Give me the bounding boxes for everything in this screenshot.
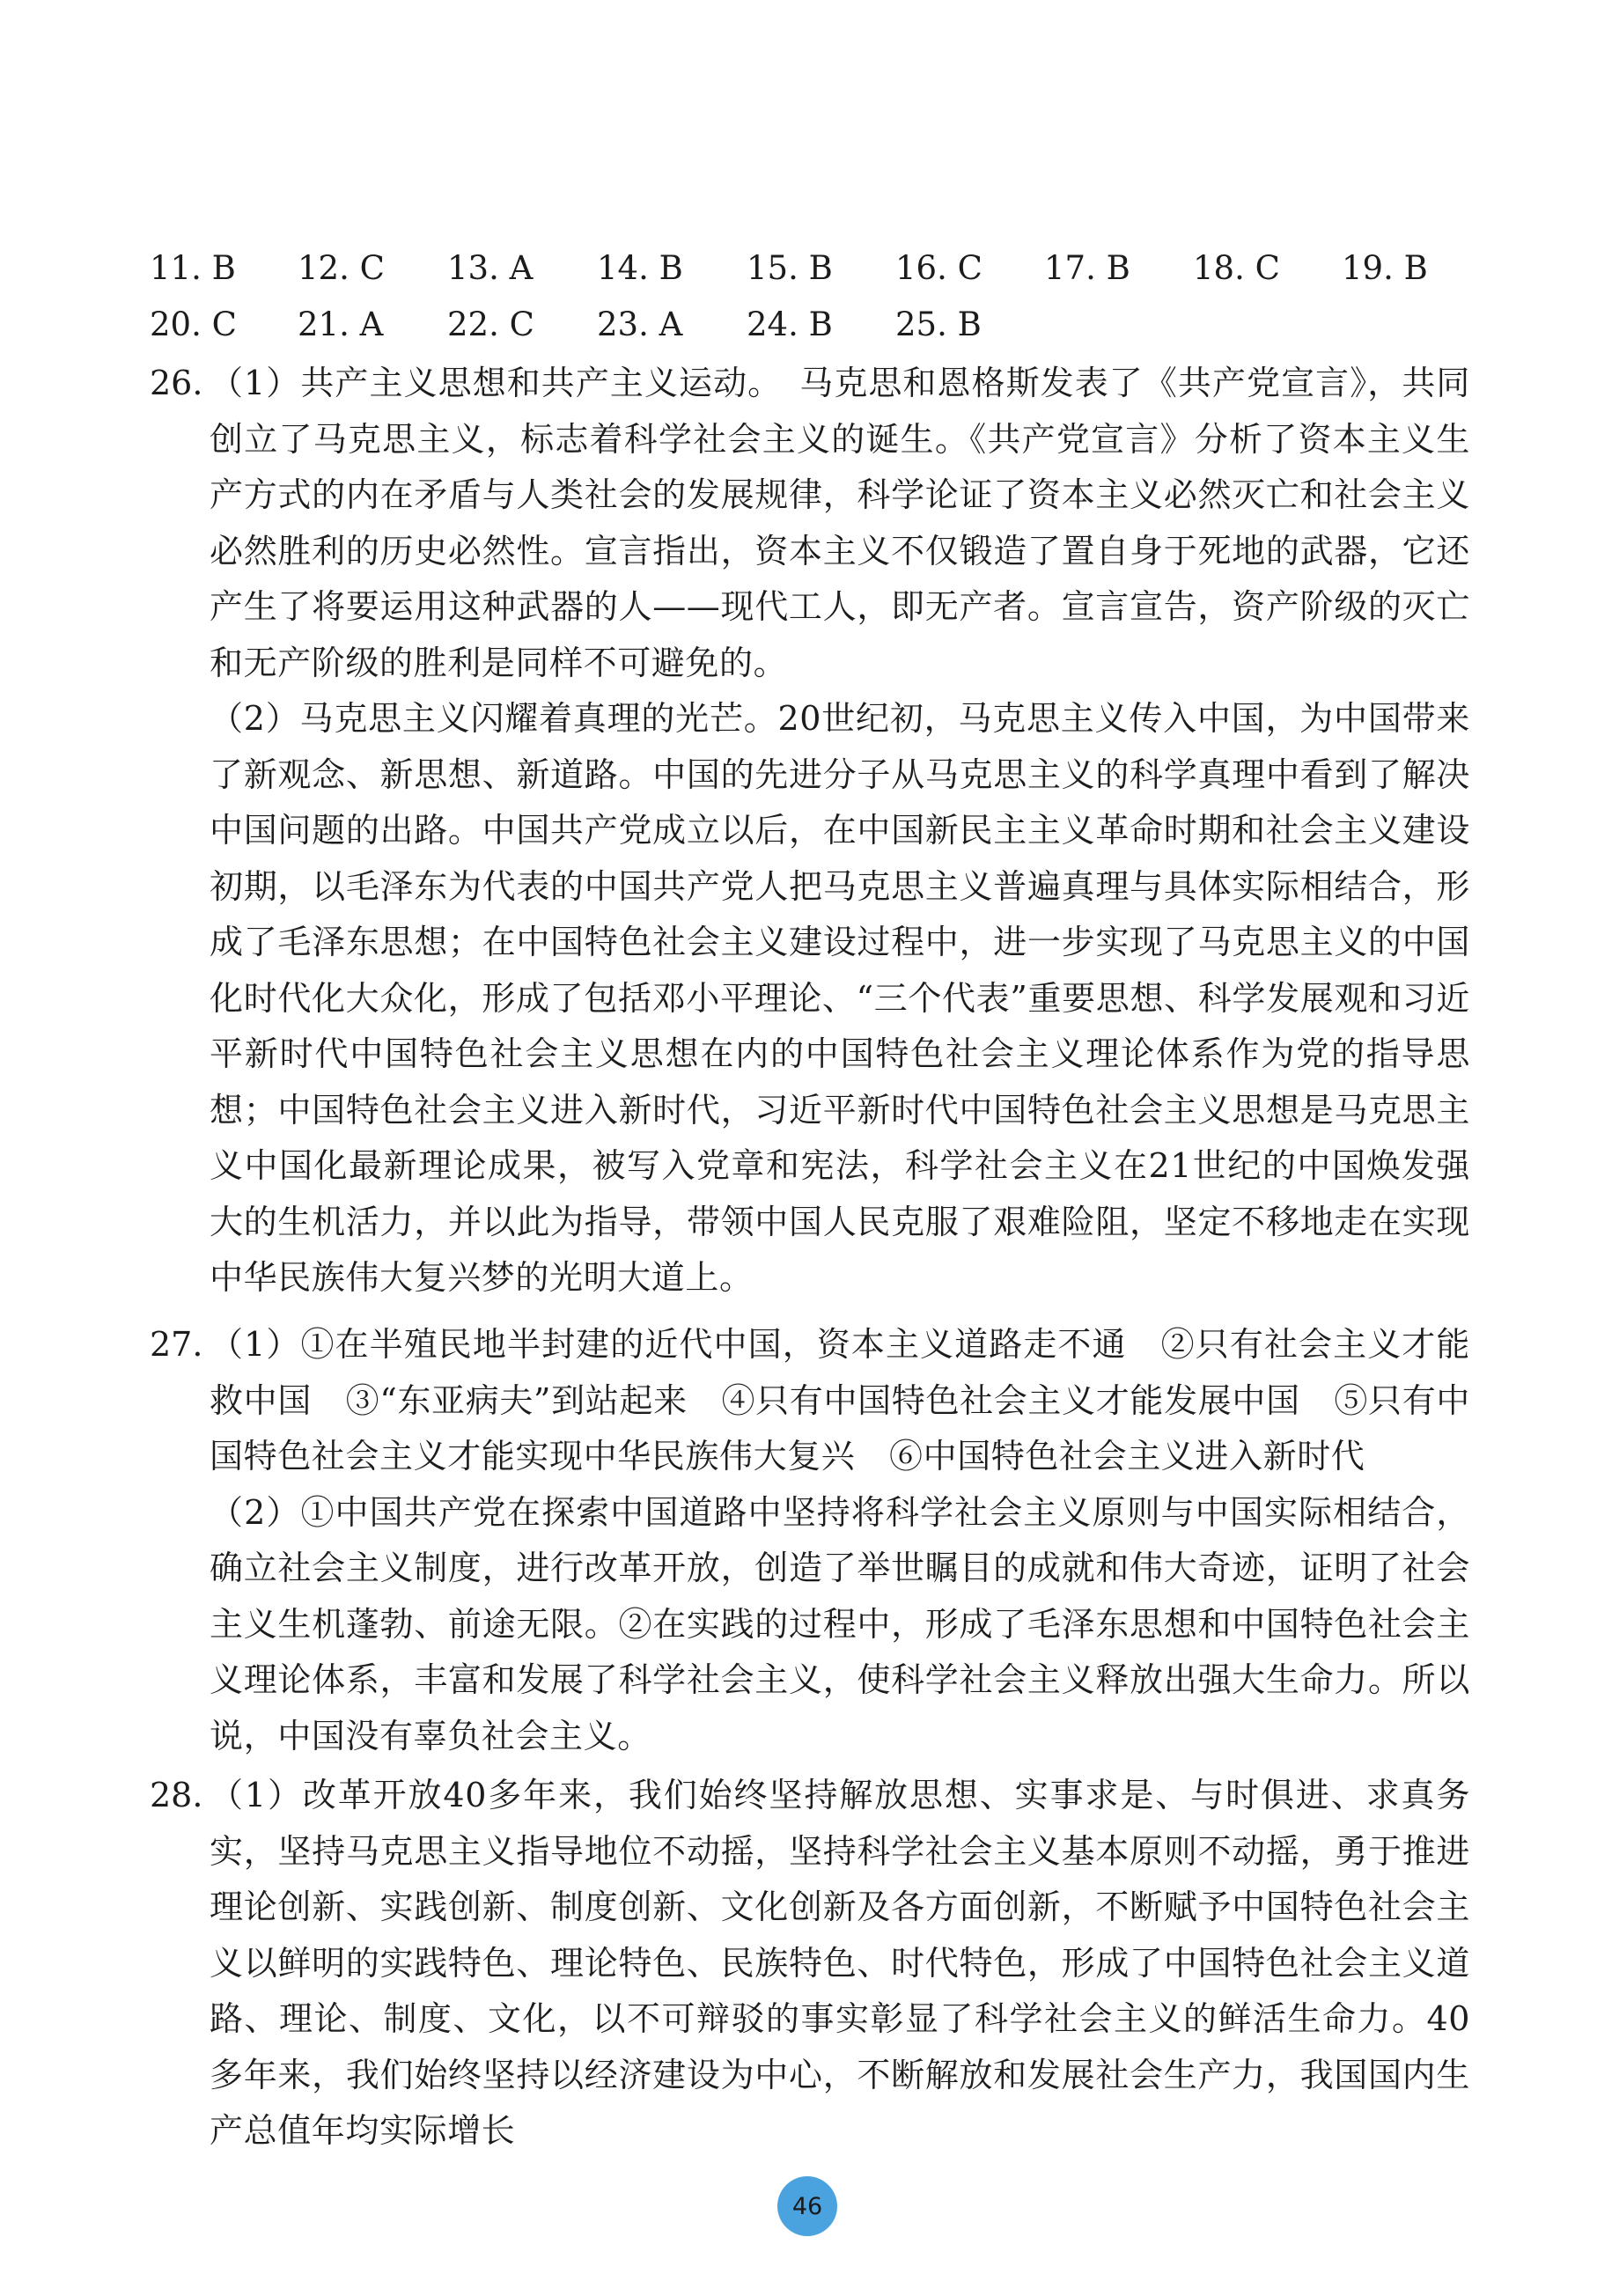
question-26 bbox=[150, 356, 1470, 1306]
answer-item: 14. B bbox=[597, 249, 683, 287]
question-27 bbox=[150, 1317, 1470, 1764]
answer-item: 16. C bbox=[895, 249, 982, 287]
answer-item: 25. B bbox=[895, 305, 982, 343]
answer-item: 12. C bbox=[298, 249, 385, 287]
question-28 bbox=[150, 1768, 1470, 2160]
answer-part-1: （1）①在半殖民地半封建的近代中国，资本主义道路走不通 ②只有社会主义才能救中国 ③“东亚病夫”到站起来 ④只有中国特色社会主义才能发展中国 ⑤只有中国特色社会主义才能实现中华民族伟大复兴 ⑥中国特色社会主义进入新时代 bbox=[210, 1325, 1470, 1475]
answer-row-1 bbox=[0, 249, 1597, 290]
answer-item: 21. A bbox=[298, 305, 384, 343]
answer-item: 19. B bbox=[1342, 249, 1428, 287]
question-number: 28. bbox=[150, 1776, 203, 1814]
answer-item: 23. A bbox=[597, 305, 683, 343]
answer-part-1: （1）改革开放40多年来，我们始终坚持解放思想、实事求是、与时俱进、求真务实，坚持马克思主义指导地位不动摇，坚持科学社会主义基本原则不动摇，勇于推进理论创新、实践创新、制度创新、文化创新及各方面创新，不断赋予中国特色社会主义以鲜明的实践特色、理论特色、民族特色、时代特色，形成了中国特色社会主义道路、理论、制度、文化，以不可辩驳的事实彰显了科学社会主义的鲜活生命力。40多年来，我们始终坚持以经济建设为中心，不断解放和发展社会生产力，我国国内生产总值年均实际增长 bbox=[210, 1776, 1470, 2150]
answer-part-1: （1）共产主义思想和共产主义运动。 马克思和恩格斯发表了《共产党宣言》，共同创立了马克思主义，标志着科学社会主义的诞生。《共产党宣言》分析了资本主义生产方式的内在矛盾与人类社会的发展规律，科学论证了资本主义必然灭亡和社会主义必然胜利的历史必然性。宣言指出，资本主义不仅锻造了置自身于死地的武器，它还产生了将要运用这种武器的人——现代工人，即无产者。宣言宣告，资产阶级的灭亡和无产阶级的胜利是同样不可避免的。 bbox=[210, 364, 1470, 682]
page-number-badge: 46 bbox=[777, 2176, 837, 2236]
answer-item: 18. C bbox=[1193, 249, 1280, 287]
answer-row-2 bbox=[0, 305, 1597, 346]
answer-part-2: （2）马克思主义闪耀着真理的光芒。20世纪初，马克思主义传入中国，为中国带来了新观念、新思想、新道路。中国的先进分子从马克思主义的科学真理中看到了解决中国问题的出路。中国共产党成立以后，在中国新民主主义革命时期和社会主义建设初期，以毛泽东为代表的中国共产党人把马克思主义普遍真理与具体实际相结合，形成了毛泽东思想；在中国特色社会主义建设过程中，进一步实现了马克思主义的中国化时代化大众化，形成了包括邓小平理论、“三个代表”重要思想、科学发展观和习近平新时代中国特色社会主义思想在内的中国特色社会主义理论体系作为党的指导思想；中国特色社会主义进入新时代，习近平新时代中国特色社会主义思想是马克思主义中国化最新理论成果，被写入党章和宪法，科学社会主义在21世纪的中国焕发强大的生机活力，并以此为指导，带领中国人民克服了艰难险阻，坚定不移地走在实现中华民族伟大复兴梦的光明大道上。 bbox=[210, 699, 1470, 1297]
question-number: 27. bbox=[150, 1325, 203, 1364]
answer-item: 22. C bbox=[447, 305, 534, 343]
answer-item: 24. B bbox=[747, 305, 833, 343]
question-number: 26. bbox=[150, 364, 203, 402]
answer-item: 17. B bbox=[1044, 249, 1130, 287]
answer-item: 20. C bbox=[150, 305, 237, 343]
answer-part-2: （2）①中国共产党在探索中国道路中坚持将科学社会主义原则与中国实际相结合，确立社会主义制度，进行改革开放，创造了举世瞩目的成就和伟大奇迹，证明了社会主义生机蓬勃、前途无限。②在实践的过程中，形成了毛泽东思想和中国特色社会主义理论体系，丰富和发展了科学社会主义，使科学社会主义释放出强大生命力。所以说，中国没有辜负社会主义。 bbox=[210, 1492, 1470, 1755]
answer-item: 15. B bbox=[747, 249, 833, 287]
answer-item: 11. B bbox=[150, 249, 236, 287]
answer-item: 13. A bbox=[447, 249, 534, 287]
